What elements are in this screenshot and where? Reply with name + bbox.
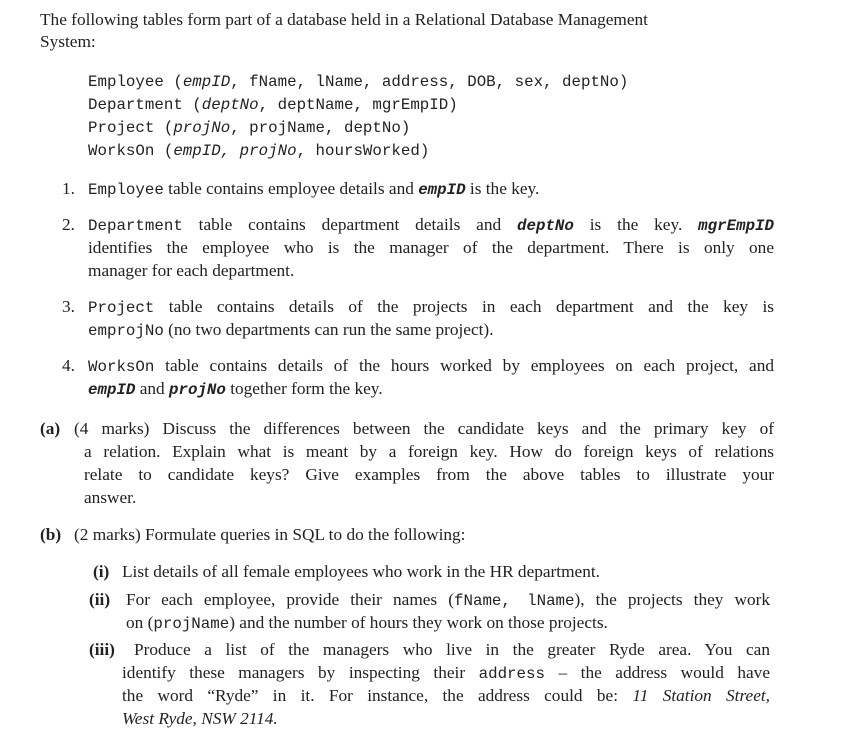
schema-workson — [88, 140, 429, 163]
part-b-ii-line-1 — [126, 589, 770, 612]
text: (no two departments can run the same project). — [163, 320, 494, 339]
part-b-iii-line-3 — [122, 685, 770, 707]
key-term: mgrEmpID — [698, 217, 775, 235]
text: table contains details of the hours worked by employees on each project, and — [154, 356, 774, 375]
note-2-line-2: identifies the employee who is the manager of the department. There is only one — [88, 238, 774, 257]
text: table contains employee details and — [163, 179, 419, 198]
part-a-line-3: relate to candidate keys? Give examples from the above tables to illustrate your — [84, 465, 774, 484]
code-term: Project — [88, 299, 155, 317]
note-1-number: 1. — [62, 179, 75, 198]
text: is the key. — [573, 215, 699, 234]
text: table contains details of the projects in each department and the key is — [154, 297, 774, 316]
text: – the address would have — [544, 663, 770, 682]
table-name: WorksOn — [88, 142, 155, 160]
text: the word “Ryde” in it. For instance, the address could be: — [122, 686, 633, 705]
part-a-line-4: answer. — [84, 488, 137, 507]
part-a-line-2: a relation. Explain what is meant by a foreign key. How do foreign keys of relations — [84, 442, 774, 461]
text: ), the projects they work — [574, 590, 770, 609]
table-name: Project — [88, 119, 155, 137]
paren: ( — [163, 73, 183, 91]
part-b-iii-line-4: West Ryde, NSW 2114. — [122, 709, 278, 728]
code-term: WorksOn — [88, 358, 155, 376]
note-4-number: 4. — [62, 356, 75, 375]
note-4-line-2 — [88, 378, 383, 401]
code-term: address — [478, 665, 545, 683]
text: on ( — [126, 613, 154, 632]
key-term: deptNo — [517, 217, 574, 235]
text: For each employee, provide their names ( — [126, 590, 454, 609]
key-attribute: empID — [182, 73, 231, 91]
part-b-line-1: (2 marks) Formulate queries in SQL to do the following: — [74, 525, 466, 544]
part-b-i-text: List details of all female employees who work in the HR department. — [122, 562, 600, 581]
note-2-number: 2. — [62, 215, 75, 234]
paren: ( — [154, 119, 174, 137]
note-4-line-1 — [88, 355, 774, 378]
attributes: , fName, lName, address, DOB, sex, deptNo) — [230, 73, 629, 91]
part-b-ii-line-2 — [126, 612, 608, 635]
key-term: empID — [418, 181, 466, 199]
text: is the key. — [465, 179, 540, 198]
attributes: , deptName, mgrEmpID) — [258, 96, 458, 114]
attributes: , hoursWorked) — [296, 142, 430, 160]
table-name: Department — [88, 96, 183, 114]
code-term: Department — [88, 217, 183, 235]
note-2-line-1 — [88, 214, 774, 237]
note-3-line-1 — [88, 296, 774, 319]
schema-project — [88, 117, 410, 140]
code-term: projName — [153, 615, 230, 633]
text: identify these managers by inspecting their — [122, 663, 479, 682]
text: ) and the number of hours they work on those projects. — [229, 613, 608, 632]
part-b-iii-line-1: Produce a list of the managers who live in the greater Ryde area. You can — [134, 640, 770, 659]
part-b-ii-label: (ii) — [89, 590, 111, 609]
part-b-iii-line-2 — [122, 662, 770, 685]
text: table contains department details and — [182, 215, 517, 234]
attributes: , projName, deptNo) — [230, 119, 411, 137]
text: together form the key. — [225, 379, 383, 398]
paren: ( — [154, 142, 174, 160]
intro-line-1: The following tables form part of a database held in a Relational Database Management — [40, 10, 648, 29]
code-term: emprojNo — [88, 322, 164, 340]
part-a-line-1: (4 marks) Discuss the differences between the candidate keys and the primary key of — [74, 419, 774, 438]
key-term: projNo — [169, 381, 226, 399]
key-attribute: empID, projNo — [173, 142, 297, 160]
key-attribute: projNo — [173, 119, 231, 137]
part-a-label: (a) — [40, 419, 61, 438]
note-3-number: 3. — [62, 297, 75, 316]
note-3-line-2 — [88, 319, 494, 342]
schema-department — [88, 94, 458, 117]
part-b-label: (b) — [40, 525, 62, 544]
note-2-line-3: manager for each department. — [88, 261, 295, 280]
key-term: empID — [88, 381, 136, 399]
example-address: 11 Station Street, — [632, 686, 770, 705]
part-b-i-label: (i) — [93, 562, 110, 581]
code-term: Employee — [88, 181, 164, 199]
note-1 — [88, 178, 539, 201]
schema-employee — [88, 71, 628, 94]
paren: ( — [182, 96, 202, 114]
table-name: Employee — [88, 73, 164, 91]
code-term: fName, lName — [454, 592, 575, 610]
key-attribute: deptNo — [201, 96, 259, 114]
text: and — [135, 379, 169, 398]
intro-line-2: System: — [40, 32, 96, 51]
part-b-iii-label: (iii) — [89, 640, 115, 659]
